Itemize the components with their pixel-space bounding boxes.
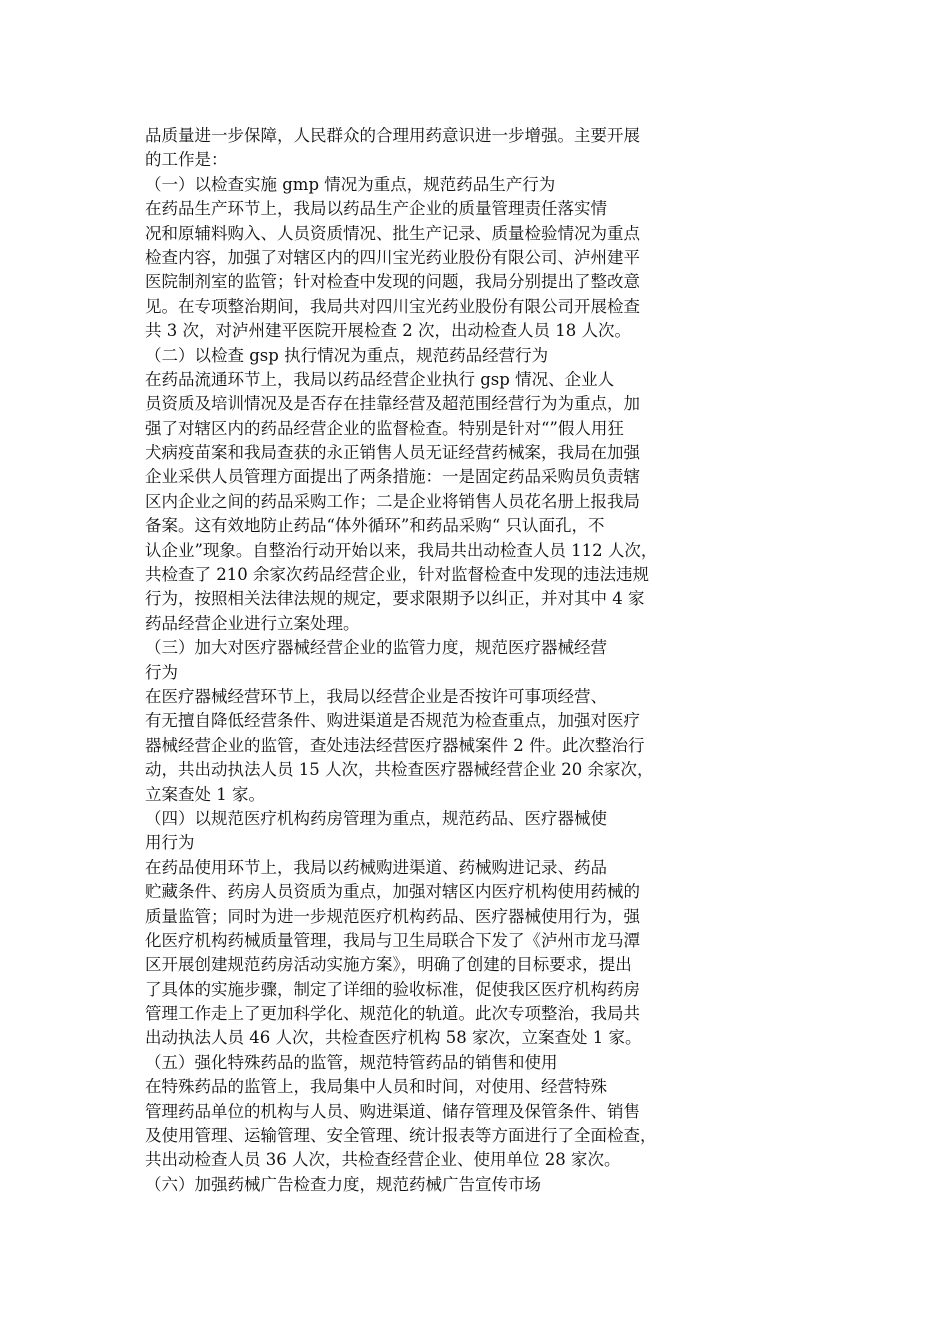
text-line: 犬病疫苗案和我局查获的永正销售人员无证经营药械案，我局在加强 bbox=[145, 443, 640, 463]
text-line: 区内企业之间的药品采购工作；二是企业将销售人员花名册上报我局 bbox=[145, 491, 640, 511]
text-line: 出动执法人员 46 人次，共检查医疗机构 58 家次，立案查处 1 家。 bbox=[145, 1028, 642, 1048]
text-line: 管理药品单位的机构与人员、购进渠道、储存管理及保管条件、销售 bbox=[145, 1101, 640, 1121]
text-line: 动，共出动执法人员 15 人次，共检查医疗器械经营企业 20 余家次， bbox=[145, 760, 654, 780]
text-line: 在特殊药品的监管上，我局集中人员和时间，对使用、经营特殊 bbox=[145, 1077, 607, 1097]
text-line: 医院制剂室的监管；针对检查中发现的问题，我局分别提出了整改意 bbox=[145, 272, 640, 292]
text-line: 区开展创建规范药房活动实施方案》，明确了创建的目标要求，提出 bbox=[145, 955, 632, 975]
text-line: 共出动检查人员 36 人次，共检查经营企业、使用单位 28 家次。 bbox=[145, 1150, 621, 1170]
text-line: 检查内容，加强了对辖区内的四川宝光药业股份有限公司、泸州建平 bbox=[145, 247, 640, 267]
text-line: 化医疗机构药械质量管理，我局与卫生局联合下发了《泸州市龙马潭 bbox=[145, 930, 640, 950]
text-line: 质量监管；同时为进一步规范医疗机构药品、医疗器械使用行为，强 bbox=[145, 906, 640, 926]
text-line: 贮藏条件、药房人员资质为重点，加强对辖区内医疗机构使用药械的 bbox=[145, 882, 640, 902]
text-line: 管理工作走上了更加科学化、规范化的轨道。此次专项整治，我局共 bbox=[145, 1004, 640, 1024]
document-body bbox=[145, 124, 735, 1197]
text-line: 药品经营企业进行立案处理。 bbox=[145, 613, 360, 633]
text-line: （一）以检查实施 gmp 情况为重点，规范药品生产行为 bbox=[145, 174, 556, 194]
text-line: （三）加大对医疗器械经营企业的监管力度，规范医疗器械经营 bbox=[145, 638, 607, 658]
text-line: 行为，按照相关法律法规的规定，要求限期予以纠正，并对其中 4 家 bbox=[145, 589, 645, 609]
text-line: （五）强化特殊药品的监管，规范特管药品的销售和使用 bbox=[145, 1052, 558, 1072]
text-line: 况和原辅料购入、人员资质情况、批生产记录、质量检验情况为重点 bbox=[145, 223, 640, 243]
text-line: 行为 bbox=[145, 662, 178, 682]
text-line: 在医疗器械经营环节上，我局以经营企业是否按许可事项经营、 bbox=[145, 686, 607, 706]
text-line: 企业采供人员管理方面提出了两条措施：一是固定药品采购员负责辖 bbox=[145, 467, 640, 487]
text-line: 的工作是： bbox=[145, 150, 228, 170]
text-line: 备案。这有效地防止药品“体外循环”和药品采购“ 只认面孔，不 bbox=[145, 516, 605, 536]
text-line: 器械经营企业的监管，查处违法经营医疗器械案件 2 件。此次整治行 bbox=[145, 735, 645, 755]
text-line: 了具体的实施步骤，制定了详细的验收标准，促使我区医疗机构药房 bbox=[145, 979, 640, 999]
text-line: 在药品使用环节上，我局以药械购进渠道、药械购进记录、药品 bbox=[145, 857, 607, 877]
text-line: 及使用管理、运输管理、安全管理、统计报表等方面进行了全面检查， bbox=[145, 1126, 657, 1146]
text-line: 强了对辖区内的药品经营企业的监督检查。特别是针对“”假人用狂 bbox=[145, 418, 624, 438]
text-line: 品质量进一步保障，人民群众的合理用药意识进一步增强。主要开展 bbox=[145, 126, 640, 145]
text-line: 立案查处 1 家。 bbox=[145, 784, 265, 804]
text-line: 认企业”现象。自整治行动开始以来，我局共出动检查人员 112 人次， bbox=[145, 540, 658, 560]
text-line: （四）以规范医疗机构药房管理为重点，规范药品、医疗器械使 bbox=[145, 808, 607, 828]
text-line: （二）以检查 gsp 执行情况为重点，规范药品经营行为 bbox=[145, 345, 549, 365]
text-line: 在药品流通环节上，我局以药品经营企业执行 gsp 情况、企业人 bbox=[145, 369, 615, 389]
text-line: 有无擅自降低经营条件、购进渠道是否规范为检查重点，加强对医疗 bbox=[145, 711, 640, 731]
text-line: 用行为 bbox=[145, 833, 195, 853]
text-line: 共检查了 210 余家次药品经营企业，针对监督检查中发现的违法违规 bbox=[145, 565, 649, 585]
text-line: 员资质及培训情况及是否存在挂靠经营及超范围经营行为为重点，加 bbox=[145, 394, 640, 414]
text-line: （六）加强药械广告检查力度，规范药械广告宣传市场 bbox=[145, 1174, 541, 1194]
text-line: 共 3 次，对泸州建平医院开展检查 2 次，出动检查人员 18 人次。 bbox=[145, 321, 631, 341]
text-line: 见。在专项整治期间，我局共对四川宝光药业股份有限公司开展检查 bbox=[145, 296, 640, 316]
text-line: 在药品生产环节上，我局以药品生产企业的质量管理责任落实情 bbox=[145, 199, 607, 219]
